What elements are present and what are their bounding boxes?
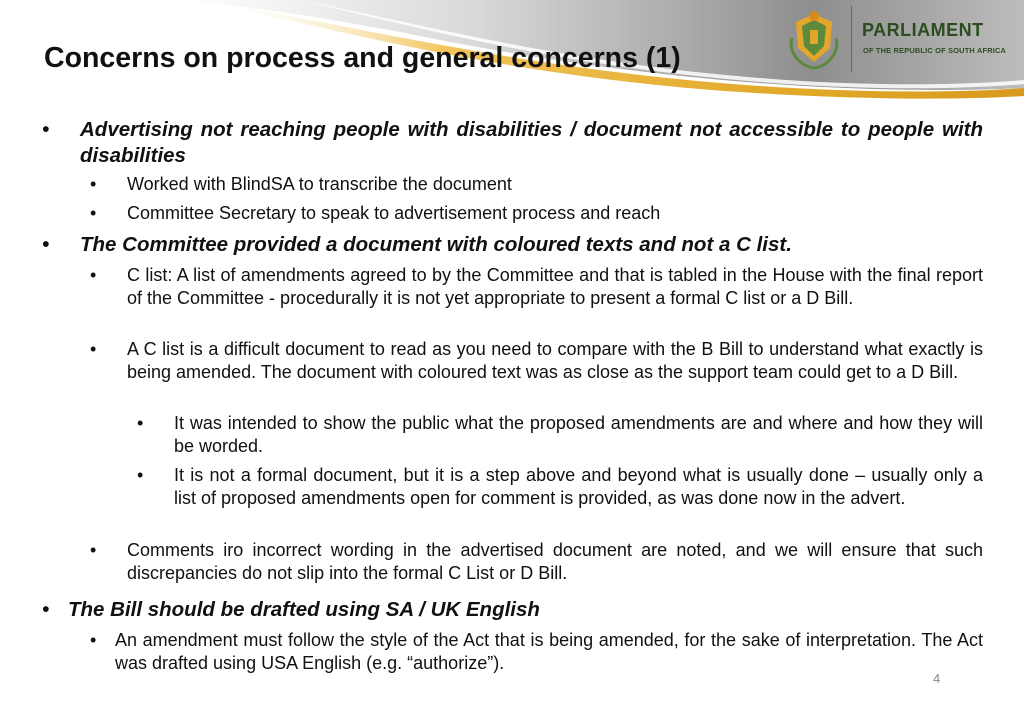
bullet-icon: • xyxy=(90,174,97,194)
list-item: Advertising not reaching people with disabilities / document not accessible to people with disabilities xyxy=(80,118,983,167)
logo-name: PARLIAMENT xyxy=(862,20,984,40)
list-item: The Bill should be drafted using SA / UK English xyxy=(68,598,540,621)
logo-divider xyxy=(851,6,852,72)
list-item: The Committee provided a document with coloured texts and not a C list. xyxy=(80,233,792,256)
list-item: It was intended to show the public what the proposed amendments are and where and how they will be worded. xyxy=(174,413,983,456)
bullet-icon: • xyxy=(137,465,144,485)
page-title: Concerns on process and general concerns (1) xyxy=(44,42,681,74)
list-item: Committee Secretary to speak to advertisement process and reach xyxy=(127,203,661,223)
bullet-icon: • xyxy=(90,540,97,560)
logo-subtitle: OF THE REPUBLIC OF SOUTH AFRICA xyxy=(863,46,1007,55)
list-item: C list: A list of amendments agreed to by the Committee and that is tabled in the House with the final report of the Committee - procedurally it is not yet appropriate to present a formal C list or a D Bill. xyxy=(127,265,983,308)
bullet-icon: • xyxy=(90,265,97,285)
bullet-icon: • xyxy=(42,233,50,256)
bullet-icon: • xyxy=(137,413,144,433)
coat-of-arms-icon xyxy=(786,8,842,70)
bullet-icon: • xyxy=(42,598,50,621)
list-item: Comments iro incorrect wording in the advertised document are noted, and we will ensure that such discrepancies do not slip into the formal C List or D Bill. xyxy=(127,540,983,583)
list-item: It is not a formal document, but it is a step above and beyond what is usually done – usually only a list of proposed amendments open for comment is provided, as was done now in the advert. xyxy=(174,465,983,508)
bullet-icon: • xyxy=(90,339,97,359)
list-item: An amendment must follow the style of the Act that is being amended, for the sake of interpretation. The Act was drafted using USA English (e.g. “authorize”). xyxy=(115,630,983,673)
page-number: 4 xyxy=(933,671,941,686)
list-item: Worked with BlindSA to transcribe the document xyxy=(127,174,512,194)
list-item: A C list is a difficult document to read as you need to compare with the B Bill to understand what exactly is being amended. The document with coloured text was as close as the support team could get to a D Bill. xyxy=(127,339,983,382)
bullet-icon: • xyxy=(42,118,50,141)
bullet-icon: • xyxy=(90,203,97,223)
bullet-icon: • xyxy=(90,630,97,650)
